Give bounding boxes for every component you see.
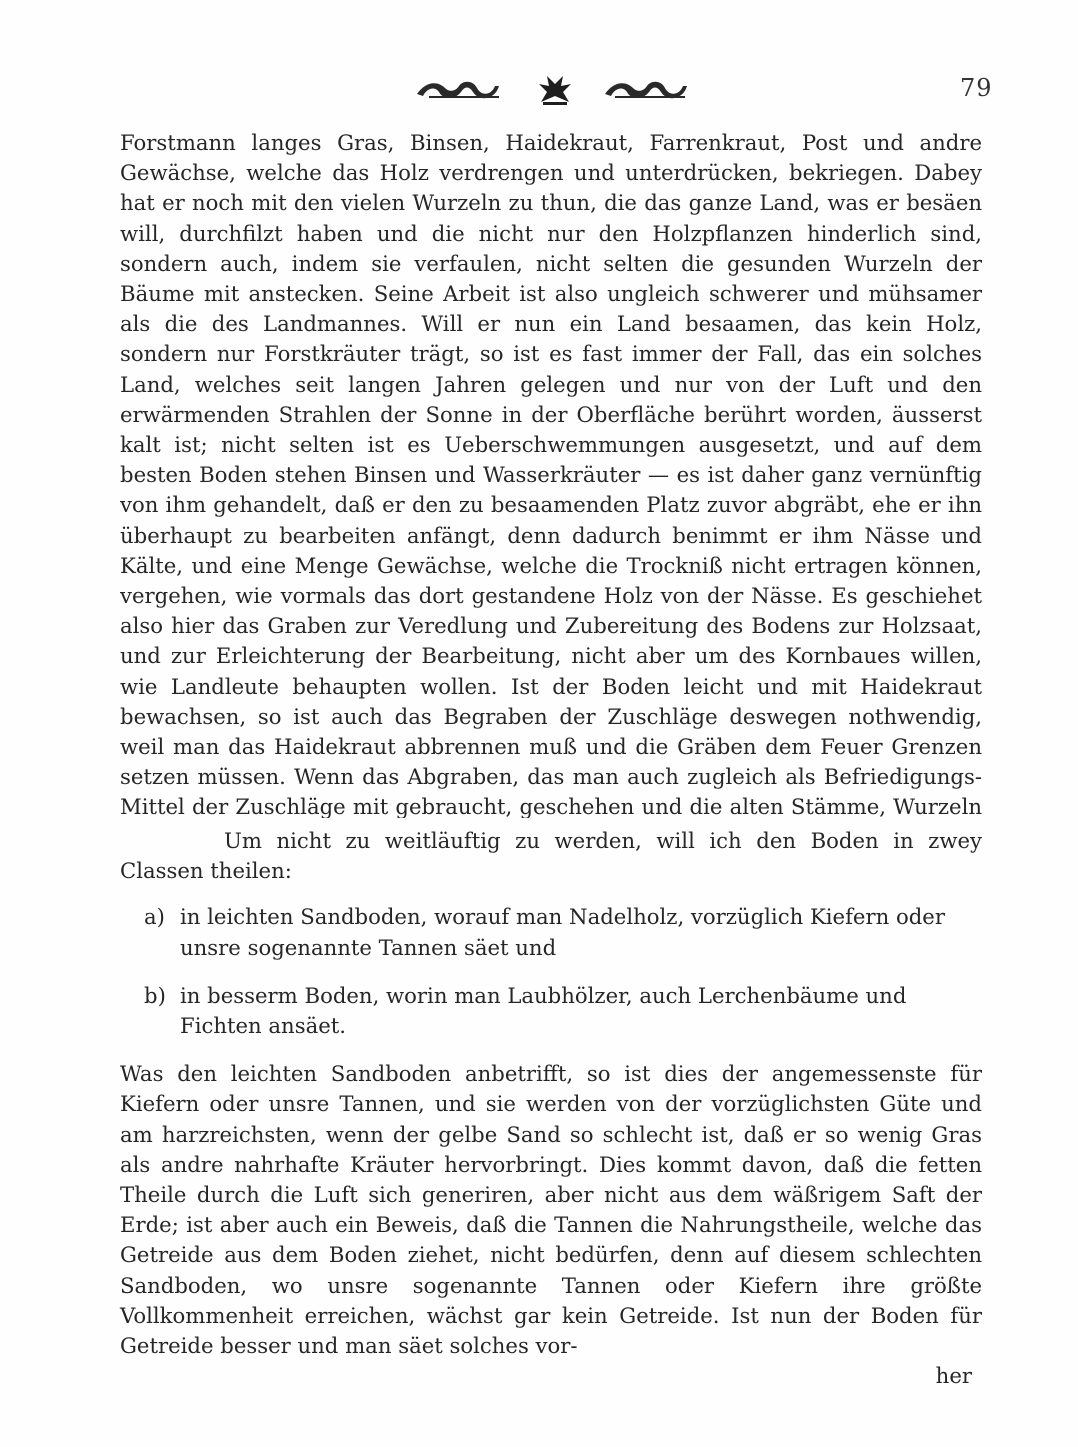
list-item-a [144, 902, 982, 962]
paragraph-2: Um nicht zu weitläuftig zu werden, will ich den Boden in zwey Classen theilen: [120, 828, 982, 884]
page-number: 79 [960, 74, 993, 102]
paragraph-1: Forstmann langes Gras, Binsen, Haidekraut, Farrenkraut, Post und andre Gewächse, welche das Holz verdrengen und unterdrücken, bekriegen. Dabey hat er noch mit den vielen Wurzeln zu thun, die das ganze Land, was er besäen will, durchfilzt haben und die nicht nur den Holzpflanzen hinderlich sind, sondern auch, indem sie verfaulen, nicht selten die gesunden Wurzeln der Bäume mit anstecken. Seine Arbeit ist also ungleich schwerer und mühsamer als die des Landmannes. Will er nun ein Land besaamen, das kein Holz, sondern nur Forstkräuter trägt, so ist es fast immer der Fall, das ein solches Land, welches seit langen Jahren gelegen und nur von der Luft und den erwärmenden Strahlen der Sonne in der Oberfläche berührt worden, äusserst kalt ist; nicht selten ist es Ueberschwemmungen ausgesetzt, und auf dem besten Boden stehen Binsen und Wasserkräuter — es ist daher ganz vernünftig von ihm gehandelt, daß er den zu besaamenden Platz zuvor abgräbt, ehe er ihn überhaupt zu bearbeiten anfängt, denn dadurch benimmt er ihm Nässe und Kälte, und eine Menge Gewächse, welche die Trockniß nicht ertragen können, vergehen, wie vormals das dort gestandene Holz von der Nässe. Es geschiehet also hier das Graben zur Veredlung und Zubereitung des Bodens zur Holzsaat, und zur Erleichterung der Bearbeitung, nicht aber um des Kornbaues willen, wie Landleute behaupten wollen. Ist der Boden leicht und mit Haidekraut bewachsen, so ist auch das Begraben der Zuschläge deswegen nothwendig, weil man das Haidekraut abbrennen muß und die Gräben dem Feuer Grenzen setzen müssen. Wenn das Abgraben, das man auch zugleich als Befriedigungs-Mittel der Zuschläge mit gebraucht, geschehen und die alten Stämme, Wurzeln [120, 130, 982, 818]
body-text [120, 128, 982, 1391]
list-marker: b) [144, 982, 166, 1008]
ornament-vignette-icon [415, 72, 695, 108]
page-header [0, 72, 1078, 112]
list-item-text: in leichten Sandboden, worauf man Nadelholz, vorzüglich Kiefern oder unsre sogenannte Tannen säet und [180, 904, 945, 960]
paragraph-3: Was den leichten Sandboden anbetrifft, so ist dies der angemessenste für Kiefern oder unsre Tannen, und sie werden von der vorzüglichsten Güte und am harzreichsten, wenn der gelbe Sand so schlecht ist, daß er so wenig Gras als andre nahrhafte Kräuter hervorbringt. Dies kommt davon, daß die fetten Theile durch die Luft sich generiren, aber nicht aus dem wäßrigem Saft der Erde; ist aber auch ein Beweis, daß die Tannen die Nahrungstheile, welche das Getreide aus dem Boden ziehet, nicht bedürfen, denn auf diesem schlechten Sandboden, wo unsre sogenannte Tannen oder Kiefern ihre größte Vollkommenheit erreichen, wächst gar kein Getreide. Ist nun der Boden für Getreide besser und man säet solches vor- [120, 1061, 982, 1359]
catchword: her [935, 1363, 972, 1389]
soil-class-list [120, 902, 982, 1041]
list-item-text: in besserm Boden, worin man Laubhölzer, auch Lerchenbäume und Fichten ansäet. [180, 982, 907, 1039]
list-item-b [144, 981, 982, 1041]
list-marker: a) [144, 904, 165, 930]
